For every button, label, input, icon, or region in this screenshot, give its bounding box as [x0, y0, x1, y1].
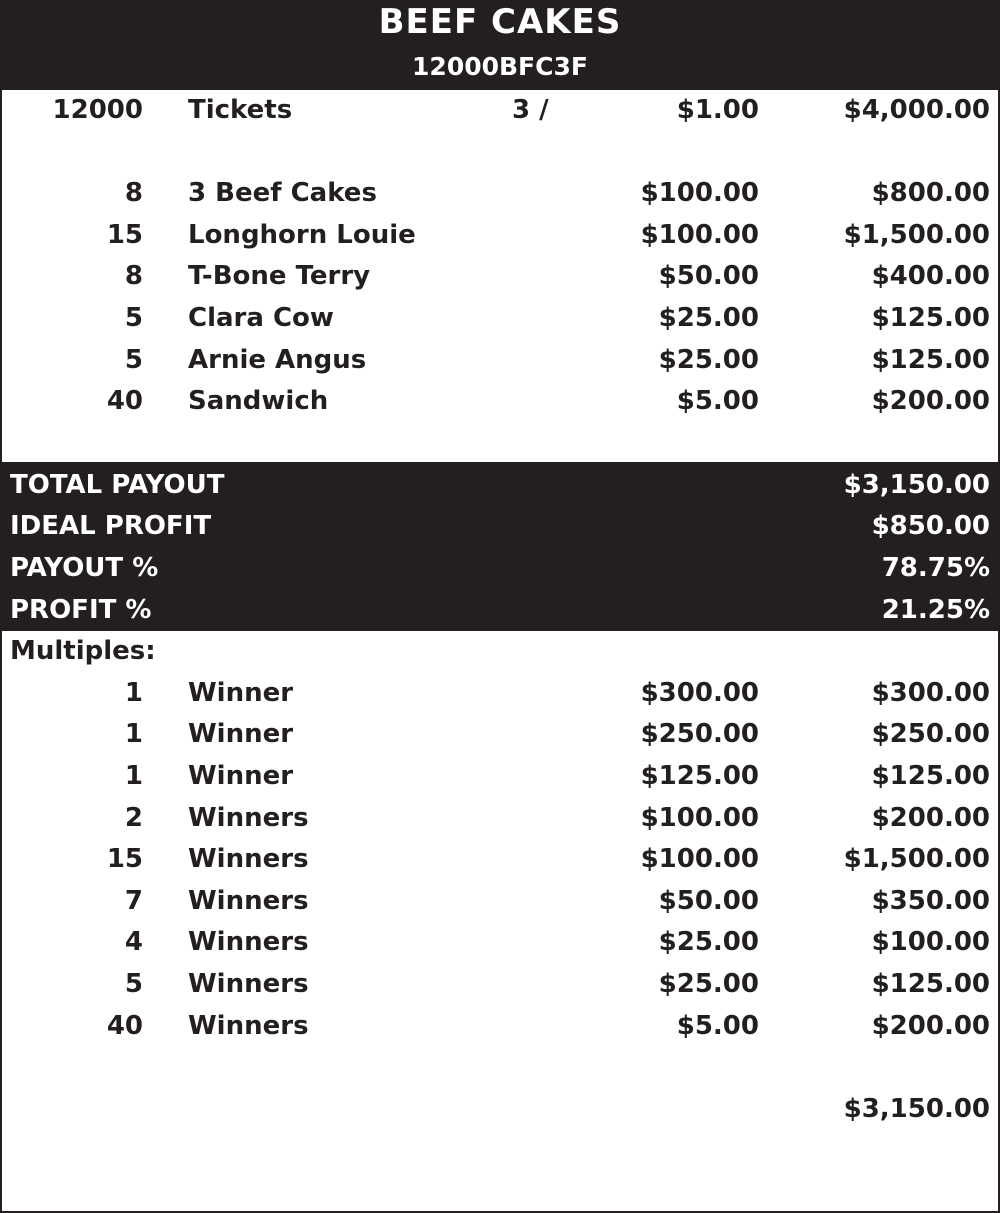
- multiple-name: Winners: [188, 1011, 309, 1041]
- prize-name: T-Bone Terry: [188, 261, 371, 291]
- prize-row: [2, 215, 998, 255]
- total-payout-label: TOTAL PAYOUT: [10, 470, 225, 500]
- multiple-qty: 1: [124, 761, 143, 791]
- tickets-label: Tickets: [188, 95, 293, 125]
- multiple-price: $250.00: [640, 719, 759, 749]
- multiple-row: [2, 922, 998, 962]
- payout-percent-label: PAYOUT %: [10, 553, 159, 583]
- multiple-price: $25.00: [658, 927, 759, 957]
- prize-row: [2, 173, 998, 213]
- prize-total: $125.00: [871, 345, 990, 375]
- prize-name: Arnie Angus: [188, 345, 367, 375]
- prize-qty: 40: [106, 386, 143, 416]
- prize-total: $1,500.00: [843, 220, 990, 250]
- game-title: BEEF CAKES: [378, 2, 622, 42]
- multiple-qty: 1: [124, 719, 143, 749]
- prize-price: $100.00: [640, 178, 759, 208]
- multiple-row: [2, 756, 998, 796]
- multiple-total: $125.00: [871, 761, 990, 791]
- prize-row: [2, 256, 998, 296]
- prize-total: $400.00: [871, 261, 990, 291]
- ideal-profit-value: $850.00: [871, 511, 990, 541]
- prize-name: Clara Cow: [188, 303, 334, 333]
- multiple-name: Winners: [188, 803, 309, 833]
- summary-row: [2, 506, 998, 546]
- multiple-price: $25.00: [658, 969, 759, 999]
- multiple-price: $50.00: [658, 886, 759, 916]
- multiple-row: [2, 798, 998, 838]
- multiple-qty: 1: [124, 678, 143, 708]
- multiples-heading: Multiples:: [10, 636, 156, 666]
- prize-row: [2, 298, 998, 338]
- multiple-total: $100.00: [871, 927, 990, 957]
- prize-qty: 5: [124, 303, 143, 333]
- profit-percent-label: PROFIT %: [10, 595, 152, 625]
- multiple-total: $250.00: [871, 719, 990, 749]
- prize-qty: 8: [124, 261, 143, 291]
- prize-name: Sandwich: [188, 386, 329, 416]
- multiple-name: Winners: [188, 886, 309, 916]
- multiple-total: $125.00: [871, 969, 990, 999]
- prize-qty: 8: [124, 178, 143, 208]
- multiple-name: Winners: [188, 969, 309, 999]
- prize-qty: 15: [106, 220, 143, 250]
- total-payout-value: $3,150.00: [843, 470, 990, 500]
- multiple-name: Winner: [188, 761, 294, 791]
- multiple-qty: 7: [124, 886, 143, 916]
- tickets-per: 3 /: [512, 95, 549, 125]
- grand-total: $3,150.00: [843, 1094, 990, 1124]
- multiple-total: $200.00: [871, 1011, 990, 1041]
- grand-total-row: [2, 1089, 998, 1129]
- multiple-price: $100.00: [640, 844, 759, 874]
- multiple-price: $300.00: [640, 678, 759, 708]
- multiple-total: $200.00: [871, 803, 990, 833]
- prize-price: $100.00: [640, 220, 759, 250]
- prize-row: [2, 381, 998, 421]
- header-band: [2, 2, 998, 90]
- ideal-profit-label: IDEAL PROFIT: [10, 511, 212, 541]
- summary-row: [2, 590, 998, 630]
- tickets-row: [2, 90, 998, 130]
- payout-percent-value: 78.75%: [881, 553, 990, 583]
- multiple-total: $350.00: [871, 886, 990, 916]
- multiple-qty: 40: [106, 1011, 143, 1041]
- form-code: 12000BFC3F: [412, 52, 588, 81]
- multiple-row: [2, 964, 998, 1004]
- multiple-total: $1,500.00: [843, 844, 990, 874]
- prize-qty: 5: [124, 345, 143, 375]
- prize-price: $25.00: [658, 345, 759, 375]
- multiples-heading-row: [2, 631, 998, 671]
- multiple-name: Winner: [188, 719, 294, 749]
- ticket-gross: $4,000.00: [843, 95, 990, 125]
- multiple-price: $125.00: [640, 761, 759, 791]
- multiple-row: [2, 673, 998, 713]
- prize-price: $50.00: [658, 261, 759, 291]
- prize-name: Longhorn Louie: [188, 220, 416, 250]
- multiple-row: [2, 839, 998, 879]
- multiple-name: Winner: [188, 678, 294, 708]
- multiple-row: [2, 714, 998, 754]
- ticket-price: $1.00: [676, 95, 759, 125]
- multiple-qty: 5: [124, 969, 143, 999]
- summary-row: [2, 548, 998, 588]
- prize-name: 3 Beef Cakes: [188, 178, 377, 208]
- multiple-qty: 15: [106, 844, 143, 874]
- multiple-price: $100.00: [640, 803, 759, 833]
- multiple-qty: 2: [124, 803, 143, 833]
- profit-percent-value: 21.25%: [881, 595, 990, 625]
- prize-total: $800.00: [871, 178, 990, 208]
- multiple-row: [2, 1006, 998, 1046]
- multiple-name: Winners: [188, 844, 309, 874]
- prize-total: $200.00: [871, 386, 990, 416]
- prize-row: [2, 340, 998, 380]
- multiple-name: Winners: [188, 927, 309, 957]
- prize-price: $5.00: [676, 386, 759, 416]
- prize-total: $125.00: [871, 303, 990, 333]
- ticket-count: 12000: [52, 95, 143, 125]
- prize-price: $25.00: [658, 303, 759, 333]
- multiple-row: [2, 881, 998, 921]
- multiple-qty: 4: [124, 927, 143, 957]
- multiple-price: $5.00: [676, 1011, 759, 1041]
- summary-row: [2, 465, 998, 505]
- multiple-total: $300.00: [871, 678, 990, 708]
